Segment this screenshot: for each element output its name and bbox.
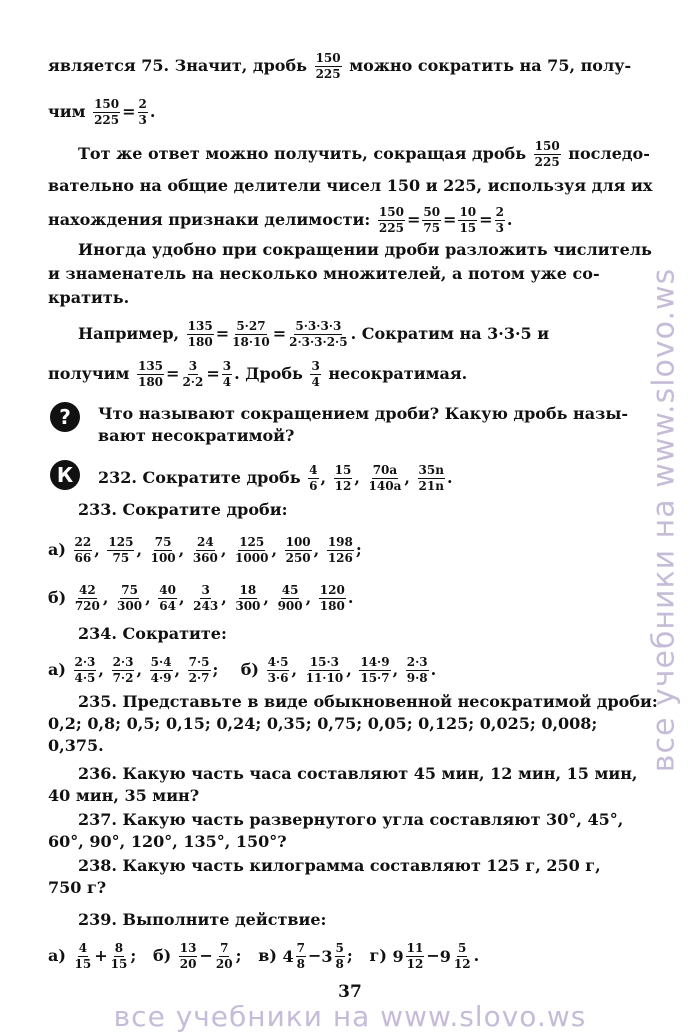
fraction: $\frac{4}{6}$ bbox=[309, 463, 318, 493]
fraction: $\frac{70a}{140a}$ bbox=[368, 463, 402, 493]
exercise-239-items: а) $\frac{4}{15}$ + $\frac{8}{15}$ ; б) $\frac{13}{20}$ − $\frac{7}{20}$ ; в) 4 $\frac{7}{8}$ − 3 $\frac{5}{8}$ ; г) 9 $\frac{11}{12}$ − 9 $\frac{5}{12}$ . bbox=[48, 941, 480, 971]
exercise-239: 239. Выполните действие: bbox=[78, 910, 327, 929]
fraction: $\frac{3}{4}$ bbox=[222, 359, 232, 389]
fraction: $\frac{2}{3}$ bbox=[138, 97, 147, 127]
fraction: $\frac{2}{3}$ bbox=[495, 205, 504, 235]
watermark-bottom: все учебники на www.slovo.ws bbox=[113, 1000, 587, 1033]
fraction: $\frac{45}{900}$ bbox=[277, 583, 303, 613]
text-line: нахождения признаки делимости: $\frac{150}{225}$ = $\frac{50}{75}$ = $\frac{10}{15}$ = $\frac{2}{3}$ . bbox=[48, 205, 513, 235]
text-line: получим $\frac{135}{180}$ = $\frac{3}{2\cdot 2}$ = $\frac{3}{4}$ . Дробь $\frac{3}{4}$ несократимая. bbox=[48, 359, 468, 389]
exercise-237-line: 60°, 90°, 120°, 135°, 150°? bbox=[48, 832, 287, 851]
fraction: $\frac{2\cdot 3}{4\cdot 5}$ bbox=[74, 655, 96, 685]
fraction: $\frac{14\cdot 9}{15\cdot 7}$ bbox=[360, 655, 390, 685]
exercise-233-a: а) $\frac{22}{66}$ , $\frac{125}{75}$ , $\frac{75}{100}$ , $\frac{24}{360}$ , $\frac{125}{1000}$ , $\frac{100}{250}$ , $\frac{198}{126}$ ; bbox=[48, 535, 362, 565]
fraction: $\frac{5\cdot 27}{18\cdot 10}$ bbox=[232, 319, 270, 349]
fraction: $\frac{150}{225}$ bbox=[315, 51, 341, 81]
mixed-number: 9 $\frac{11}{12}$ bbox=[392, 941, 424, 971]
text-line: чим $\frac{150}{225}$ = $\frac{2}{3}$ . bbox=[48, 97, 156, 127]
fraction: $\frac{13}{20}$ bbox=[179, 941, 197, 971]
fraction: $\frac{24}{360}$ bbox=[192, 535, 218, 565]
fraction: $\frac{150}{225}$ bbox=[94, 97, 120, 127]
text-line bbox=[48, 52, 631, 81]
exercise-234-ab: а) $\frac{2\cdot 3}{4\cdot 5}$ , $\frac{2\cdot 3}{7\cdot 2}$ , $\frac{5\cdot 4}{4\cdot 9}$ , $\frac{7\cdot 5}{2\cdot 7}$ ; б) $\frac{4\cdot 5}{3\cdot 6}$ , $\frac{15\cdot 3}{11\cdot 10}$ , $\frac{14\cdot 9}{15\cdot 7}$ , $\frac{2\cdot 3}{9\cdot 8}$ . bbox=[48, 655, 437, 685]
fraction: $\frac{150}{225}$ bbox=[378, 205, 404, 235]
exercise-234: 234. Сократите: bbox=[78, 624, 227, 643]
exercise-238: 238. Какую часть килограмма составляют 125 г, 250 г, bbox=[78, 856, 601, 875]
fraction: $\frac{7}{20}$ bbox=[215, 941, 233, 971]
text: получим bbox=[48, 364, 130, 383]
question-icon: ? bbox=[50, 402, 80, 432]
text-line bbox=[78, 140, 650, 169]
text: несократимая. bbox=[328, 364, 468, 383]
fraction: $\frac{75}{300}$ bbox=[117, 583, 143, 613]
question-text: Что называют сокращением дроби? Какую дробь назы- bbox=[98, 404, 629, 423]
exercise-236: 236. Какую часть часа составляют 45 мин, 12 мин, 15 мин, bbox=[78, 764, 638, 783]
fraction: $\frac{75}{100}$ bbox=[150, 535, 176, 565]
text-line: Иногда удобно при сокращении дроби разложить числитель bbox=[78, 240, 652, 259]
fraction: $\frac{3}{243}$ bbox=[193, 583, 219, 613]
fraction: $\frac{15\cdot 3}{11\cdot 10}$ bbox=[305, 655, 344, 685]
fraction: $\frac{7\cdot 5}{2\cdot 7}$ bbox=[188, 655, 210, 685]
text: можно сократить на 75, полу- bbox=[349, 56, 632, 75]
fraction: $\frac{5\cdot 3\cdot 3\cdot 3}{2\cdot 3\cdot 3\cdot 2\cdot 5}$ bbox=[289, 319, 348, 349]
exercise-235-line: 0,2; 0,8; 0,5; 0,15; 0,24; 0,35; 0,75; 0,05; 0,125; 0,025; 0,008; bbox=[48, 714, 598, 733]
fraction: $\frac{125}{75}$ bbox=[108, 535, 134, 565]
fraction: $\frac{18}{300}$ bbox=[235, 583, 261, 613]
fraction: $\frac{8}{15}$ bbox=[110, 941, 128, 971]
text: Тот же ответ можно получить, сокращая дробь bbox=[78, 144, 527, 163]
exercise-235-line: 0,375. bbox=[48, 736, 104, 755]
control-task-icon: К bbox=[50, 460, 80, 490]
exercise-238-line: 750 г? bbox=[48, 878, 107, 897]
exercise-236-line: 40 мин, 35 мин? bbox=[48, 786, 200, 805]
question-text: вают несократимой? bbox=[98, 426, 295, 445]
fraction: $\frac{4\cdot 5}{3\cdot 6}$ bbox=[267, 655, 289, 685]
text-line: вательно на общие делители чисел 150 и 225, используя для их bbox=[48, 176, 653, 195]
fraction: $\frac{50}{75}$ bbox=[423, 205, 441, 235]
fraction: $\frac{120}{180}$ bbox=[319, 583, 345, 613]
text: чим bbox=[48, 102, 86, 121]
fraction: $\frac{4}{15}$ bbox=[74, 941, 92, 971]
text: нахождения признаки делимости: bbox=[48, 210, 371, 229]
page-number: 37 bbox=[338, 982, 362, 1002]
mixed-number: 4 $\frac{7}{8}$ bbox=[282, 941, 305, 971]
fraction: $\frac{150}{225}$ bbox=[534, 139, 560, 169]
fraction: $\frac{135}{180}$ bbox=[137, 359, 164, 389]
fraction: $\frac{15}{12}$ bbox=[334, 463, 352, 493]
text-line: кратить. bbox=[48, 288, 130, 307]
fraction: $\frac{3}{2\cdot 2}$ bbox=[182, 359, 204, 389]
text: последо- bbox=[568, 144, 650, 163]
mixed-number: 3 $\frac{5}{8}$ bbox=[321, 941, 344, 971]
text: Например, bbox=[78, 324, 180, 343]
fraction: $\frac{198}{126}$ bbox=[327, 535, 353, 565]
exercise-232: 232. Сократите дробь $\frac{4}{6}$ , $\frac{15}{12}$ , $\frac{70a}{140a}$ , $\frac{35n}{21n}$ . bbox=[98, 463, 453, 493]
fraction: $\frac{3}{4}$ bbox=[311, 359, 320, 389]
exercise-235: 235. Представьте в виде обыкновенной несократимой дроби: bbox=[78, 692, 658, 711]
mixed-number: 9 $\frac{5}{12}$ bbox=[439, 941, 471, 971]
text-line: и знаменатель на несколько множителей, а потом уже со- bbox=[48, 264, 600, 283]
text: является 75. Значит, дробь bbox=[48, 56, 307, 75]
fraction: $\frac{10}{15}$ bbox=[459, 205, 477, 235]
fraction: $\frac{40}{64}$ bbox=[159, 583, 176, 613]
fraction: $\frac{5\cdot 4}{4\cdot 9}$ bbox=[150, 655, 172, 685]
fraction: $\frac{100}{250}$ bbox=[285, 535, 311, 565]
fraction: $\frac{135}{180}$ bbox=[187, 319, 213, 349]
exercise-237: 237. Какую часть развернутого угла составляют 30°, 45°, bbox=[78, 810, 624, 829]
fraction: $\frac{2\cdot 3}{9\cdot 8}$ bbox=[406, 655, 428, 685]
fraction: $\frac{35n}{21n}$ bbox=[418, 463, 444, 493]
text-line: Например, $\frac{135}{180}$ = $\frac{5\cdot 27}{18\cdot 10}$ = $\frac{5\cdot 3\cdot 3\cdot 3}{2\cdot 3\cdot 3\cdot 2\cdot 5}$ . Сократим на 3·3·5 и bbox=[78, 319, 550, 349]
fraction: $\frac{2\cdot 3}{7\cdot 2}$ bbox=[112, 655, 134, 685]
fraction: $\frac{22}{66}$ bbox=[74, 535, 92, 565]
fraction: $\frac{42}{720}$ bbox=[74, 583, 100, 613]
exercise-233-b: б) $\frac{42}{720}$ , $\frac{75}{300}$ , $\frac{40}{64}$ , $\frac{3}{243}$ , $\frac{18}{300}$ , $\frac{45}{900}$ , $\frac{120}{180}$ . bbox=[48, 583, 354, 613]
watermark-side: все учебники на www.slovo.ws bbox=[646, 267, 682, 773]
fraction: $\frac{125}{1000}$ bbox=[235, 535, 269, 565]
exercise-233: 233. Сократите дроби: bbox=[78, 500, 288, 519]
